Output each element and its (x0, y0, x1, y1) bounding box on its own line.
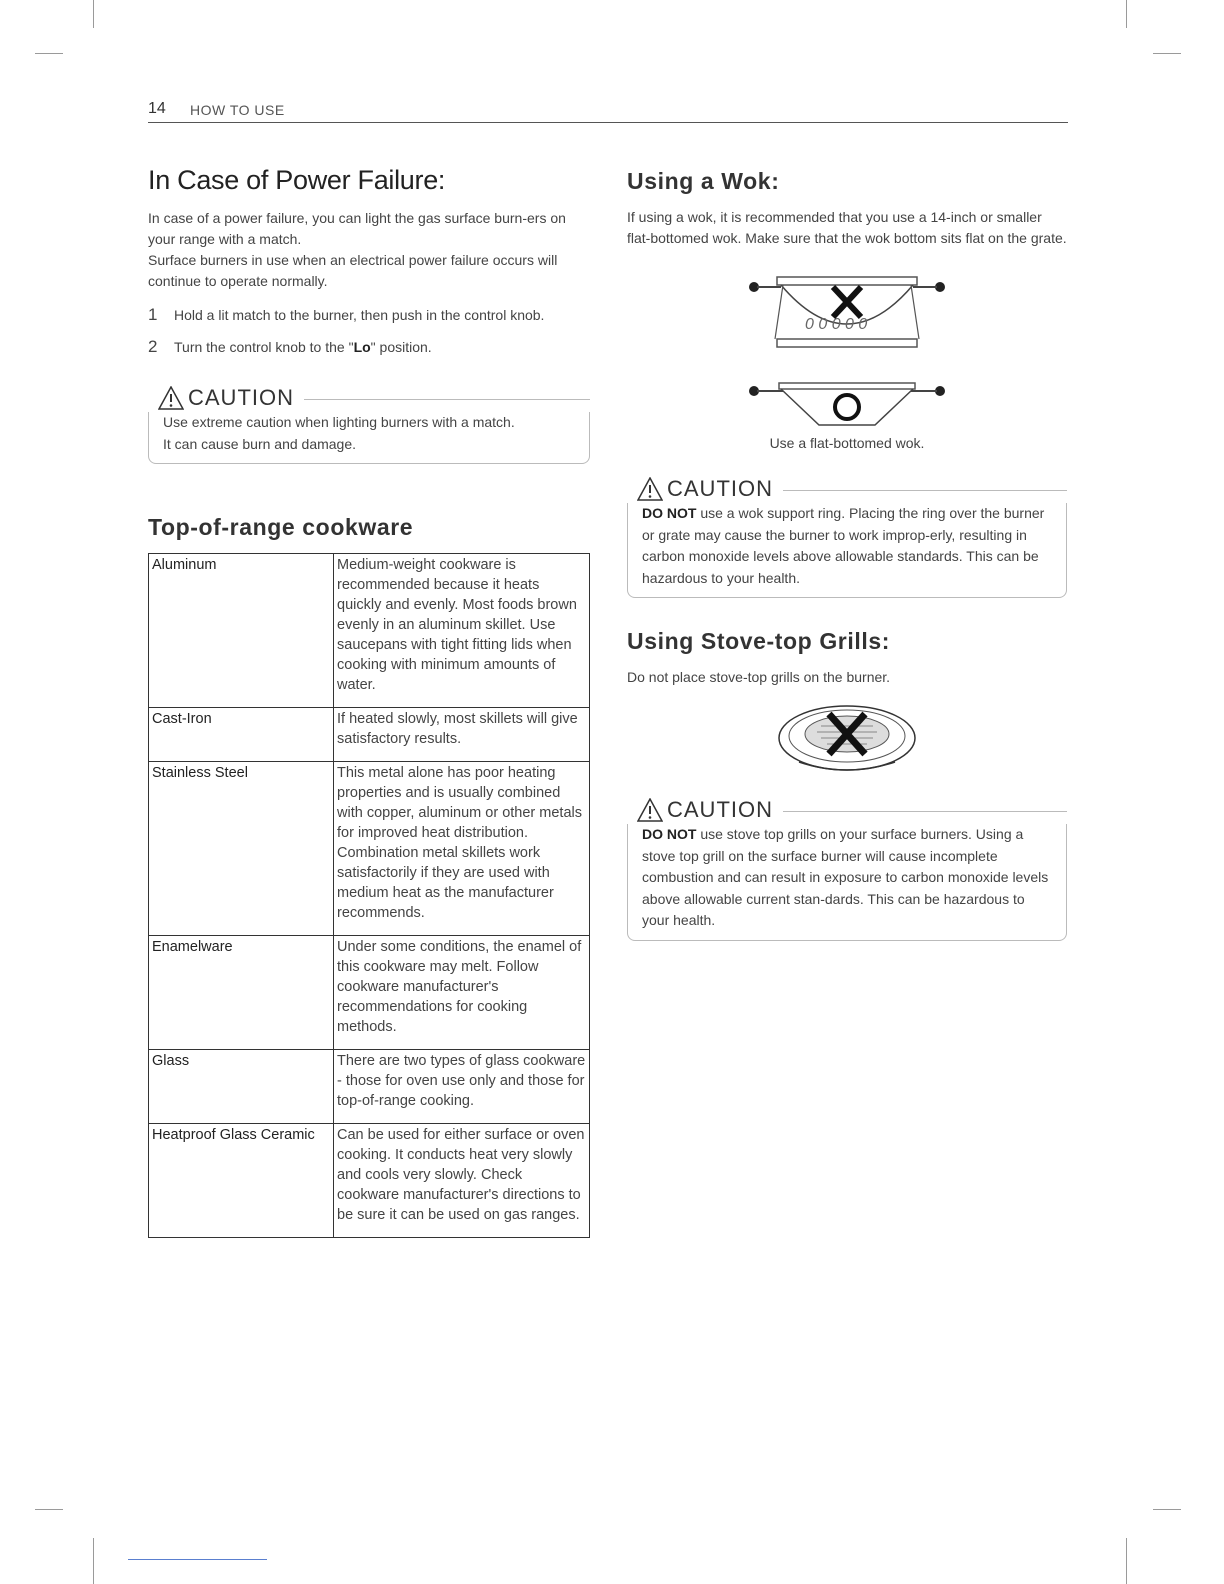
material-cell: Stainless Steel (149, 762, 334, 936)
crop-mark (1126, 0, 1127, 28)
caution-body (627, 824, 1067, 941)
table-row (149, 762, 590, 936)
right-column (627, 168, 1067, 941)
wok-caption: Use a flat-bottomed wok. (769, 435, 925, 451)
description-cell: If heated slowly, most skillets will give satisfactory results. (334, 708, 590, 762)
step-item (148, 304, 590, 326)
power-failure-title: In Case of Power Failure: (148, 165, 446, 195)
caution-body (148, 412, 590, 464)
grills-para: Do not place stove-top grills on the burner. (627, 669, 891, 685)
left-column (148, 165, 590, 1238)
table-row (149, 708, 590, 762)
crop-mark (128, 1559, 267, 1560)
caution-title: CAUTION (667, 476, 773, 501)
step-number: 2 (148, 337, 158, 356)
stove-top-grill-figure (777, 702, 917, 782)
material-cell: Enamelware (149, 936, 334, 1050)
step-text: Turn the control knob to the "Lo" position. (174, 339, 432, 355)
table-row (149, 1050, 590, 1124)
caution-header (627, 475, 1067, 503)
cookware-title: Top-of-range cookware (148, 514, 414, 540)
caution-rule (783, 811, 1067, 812)
caution-text: Use extreme caution when lighting burners with a match. (163, 414, 515, 430)
description-cell: Can be used for either surface or oven cooking. It conducts heat very slowly and cools very slowly. Check cookware manufacturer's directions to be sure it can be used on gas ranges. (334, 1124, 590, 1238)
caution-box-grills (627, 796, 1067, 941)
crop-mark (35, 53, 63, 54)
steps-list (148, 304, 590, 358)
material-cell: Heatproof Glass Ceramic (149, 1124, 334, 1238)
description-cell: This metal alone has poor heating properties and is usually combined with copper, aluminum or other metals for improved heat distribution. Combination metal skillets work satisfactorily if they are used with medium heat as the manufacturer recommends. (334, 762, 590, 936)
description-cell: There are two types of glass cookware - those for oven use only and those for top-of-range cooking. (334, 1050, 590, 1124)
lo-label: Lo (353, 339, 371, 355)
caution-body (627, 503, 1067, 598)
svg-text:0 0 0 0 0: 0 0 0 0 0 (805, 316, 868, 333)
material-cell: Glass (149, 1050, 334, 1124)
caution-box-wok (627, 475, 1067, 598)
caution-box-match (148, 384, 590, 464)
wok-para: If using a wok, it is recommended that you use a 14-inch or smaller flat-bottomed wok. Make sure that the wok bottom sits flat on the grate. (627, 209, 1067, 246)
warning-triangle-icon (637, 798, 663, 822)
caution-text: DO NOT use stove top grills on your surface burners. Using a stove top grill on the surface burner will cause incomplete combustion and can result in exposure to carbon monoxide levels above allowable current stan-dards. This can be hazardous to your health. (642, 826, 1049, 928)
description-cell: Medium-weight cookware is recommended because it heats quickly and evenly. Most foods brown evenly in an aluminum skillet. Use saucepans with tight fitting lids when cooking with minimum amounts of water. (334, 554, 590, 708)
warning-triangle-icon (637, 477, 663, 501)
description-cell: Under some conditions, the enamel of this cookware may melt. Follow cookware manufacturer's recommendations for cooking methods. (334, 936, 590, 1050)
step-text: Hold a lit match to the burner, then push in the control knob. (174, 307, 545, 323)
crop-mark (93, 0, 94, 28)
step-item (148, 336, 590, 358)
cookware-table (148, 553, 590, 1238)
power-failure-para2: Surface burners in use when an electrical power failure occurs will continue to operate normally. (148, 252, 558, 289)
crop-mark (1126, 1538, 1127, 1584)
section-name: HOW TO USE (190, 102, 285, 118)
caution-title: CAUTION (188, 385, 294, 410)
caution-rule (304, 399, 590, 400)
caution-header (148, 384, 590, 412)
wok-title: Using a Wok: (627, 168, 780, 194)
wok-flat-bottom-figure (747, 377, 947, 433)
page-number: 14 (148, 100, 166, 117)
caution-rule (783, 490, 1067, 491)
table-row (149, 554, 590, 708)
caution-header (627, 796, 1067, 824)
warning-triangle-icon (158, 386, 184, 410)
crop-mark (93, 1538, 94, 1584)
page-header (148, 100, 1068, 123)
crop-mark (1153, 1509, 1181, 1510)
table-row (149, 936, 590, 1050)
wok-round-bottom-figure (747, 267, 947, 357)
power-failure-para1: In case of a power failure, you can light the gas surface burn-ers on your range with a match. (148, 210, 566, 247)
step-number: 1 (148, 305, 158, 324)
grills-title: Using Stove-top Grills: (627, 628, 890, 654)
material-cell: Cast-Iron (149, 708, 334, 762)
crop-mark (1153, 53, 1181, 54)
crop-mark (35, 1509, 63, 1510)
caution-text: It can cause burn and damage. (163, 435, 357, 452)
caution-title: CAUTION (667, 797, 773, 822)
caution-text: DO NOT use a wok support ring. Placing the ring over the burner or grate may cause the burner to work improp-erly, resulting in carbon monoxide levels above allowable standards. This can be hazardous to your health. (642, 505, 1045, 586)
table-row (149, 1124, 590, 1238)
material-cell: Aluminum (149, 554, 334, 708)
